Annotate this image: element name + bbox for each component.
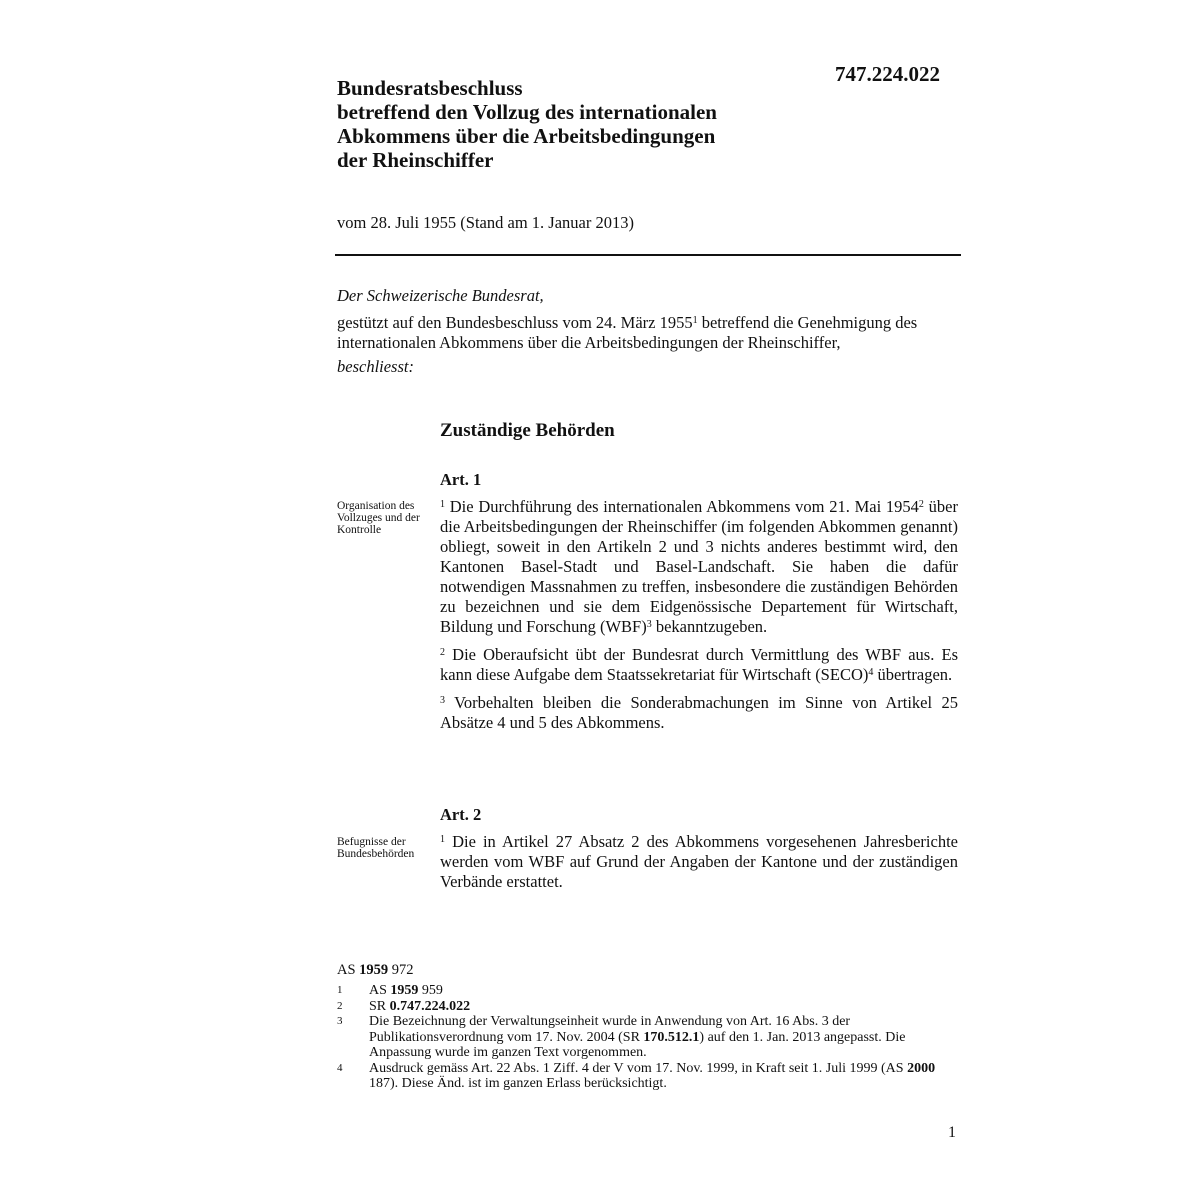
footnote-ref[interactable]: 3 (646, 619, 652, 630)
article-1-paragraph-2 (440, 645, 958, 685)
article-1-title: Art. 1 (440, 470, 482, 489)
paragraph-text: Die in Artikel 27 Absatz 2 des Abkommens vorgesehenen Jahresberichte werden vom WBF auf Grund der Angaben der Kantone und der zuständigen Verbände erstattet. (440, 832, 958, 891)
footnote-text (369, 999, 937, 1015)
footnote-text-part: Die Bezeichnung der Verwaltungseinheit wurde in Anwendung von Art. 16 Abs. 3 der Publikationsverordnung vom 17. Nov. 2004 (SR (369, 1014, 851, 1045)
date-line: vom 28. Juli 1955 (Stand am 1. Januar 2013) (337, 213, 634, 232)
paragraph-text: Die Durchführung des internationalen Abkommens vom 21. Mai 1954 (445, 497, 919, 516)
article-1-paragraph-3 (440, 693, 958, 733)
preamble-basis-text: gestützt auf den Bundesbeschluss vom 24. März 1955 (337, 313, 693, 332)
header-divider (335, 254, 961, 256)
preamble-lead: Der Schweizerische Bundesrat, (337, 286, 544, 305)
article-1-paragraph-1 (440, 497, 958, 637)
article-1-body (440, 497, 958, 741)
footnote-text-part: 187). Diese Änd. ist im ganzen Erlass berücksichtigt. (369, 1076, 667, 1091)
paragraph-number: 3 (440, 695, 445, 706)
footnote-ref[interactable]: 1 (692, 315, 698, 326)
footnote (337, 983, 937, 999)
preamble-closing: beschliesst: (337, 357, 414, 376)
paragraph-number: 2 (440, 647, 445, 658)
paragraph-number: 1 (440, 499, 445, 510)
title-line: Abkommens über die Arbeitsbedingungen (337, 124, 716, 148)
paragraph-text: über die Arbeitsbedingungen der Rheinschiffer (im folgenden Abkommen genannt) obliegt, soweit in den Artikeln 2 und 3 nichts anderes bestimmt wird, den Kantonen Basel-Stadt und Basel-Landschaft. Sie haben die dafür notwendigen Massnahmen zu treffen, insbesondere die zuständigen Behörden zu bezeichnen und sie dem Eidgenössische Departement für Wirtschaft, Bildung und Forschung (WBF) (440, 497, 958, 636)
page-number: 1 (948, 1124, 956, 1141)
section-heading: Zuständige Behörden (440, 420, 615, 441)
footnote-number: 3 (337, 1015, 343, 1027)
article-2-margin-note: Befugnisse der Bundesbehörden (337, 836, 415, 860)
title-line: der Rheinschiffer (337, 148, 494, 172)
as-reference (337, 962, 414, 979)
preamble-basis (337, 313, 961, 353)
as-prefix: AS (337, 962, 360, 978)
footnote-text-part: SR (369, 998, 390, 1014)
footnote (337, 1061, 937, 1092)
footnote-bold-part: 170.512.1 (643, 1029, 700, 1045)
article-2-title: Art. 2 (440, 805, 482, 824)
article-1-margin-note: Organisation des Vollzuges und der Kontrolle (337, 500, 420, 536)
paragraph-number: 1 (440, 834, 445, 845)
footnote (337, 999, 937, 1015)
footnote-number: 1 (337, 984, 343, 996)
footnote-text-part: 959 (418, 983, 443, 998)
article-2-paragraph-1 (440, 832, 958, 892)
footnote-text (369, 1061, 937, 1092)
paragraph-text: übertragen. (873, 665, 953, 684)
footnote-ref[interactable]: 4 (868, 667, 874, 678)
footnote-text-part: Ausdruck gemäss Art. 22 Abs. 1 Ziff. 4 der V vom 17. Nov. 1999, in Kraft seit 1. Juli 1999 (AS (369, 1060, 908, 1076)
as-year: 1959 (359, 962, 389, 978)
article-2-body (440, 832, 958, 900)
footnote-text (369, 1014, 937, 1061)
footnote-text-part: AS (369, 983, 391, 998)
footnote (337, 1014, 937, 1061)
paragraph-text: bekanntzugeben. (651, 617, 768, 636)
footnote-text (369, 983, 937, 999)
footnote-bold-part: 2000 (907, 1060, 936, 1076)
title-line: betreffend den Vollzug des internationalen (337, 100, 717, 124)
as-page: 972 (388, 962, 414, 978)
paragraph-text: Vorbehalten bleiben die Sonderabmachungen im Sinne von Artikel 25 Absätze 4 und 5 des Abkommens. (440, 693, 958, 732)
title-line: Bundesratsbeschluss (337, 76, 523, 100)
footnote-bold-part: 1959 (390, 983, 419, 998)
document-title (337, 76, 807, 172)
footnote-text-part: ) auf den 1. Jan. 2013 angepasst. Die Anpassung wurde im ganzen Text vorgenommen. (369, 1029, 906, 1060)
footnote-ref[interactable]: 2 (918, 499, 924, 510)
preamble (337, 286, 961, 377)
footnote-bold-part: 0.747.224.022 (389, 998, 471, 1014)
footnotes (337, 983, 937, 1092)
paragraph-text: Die Oberaufsicht übt der Bundesrat durch Vermittlung des WBF aus. Es kann diese Aufgabe dem Staatssekretariat für Wirtschaft (SECO) (440, 645, 958, 684)
footnote-number: 4 (337, 1061, 343, 1074)
preamble-basis-text: betreffend die Genehmigung des internationalen Abkommens über die Arbeitsbedingungen der Rheinschiffer, (337, 313, 918, 352)
footnote-number: 2 (337, 999, 343, 1012)
sr-number: 747.224.022 (835, 62, 940, 86)
